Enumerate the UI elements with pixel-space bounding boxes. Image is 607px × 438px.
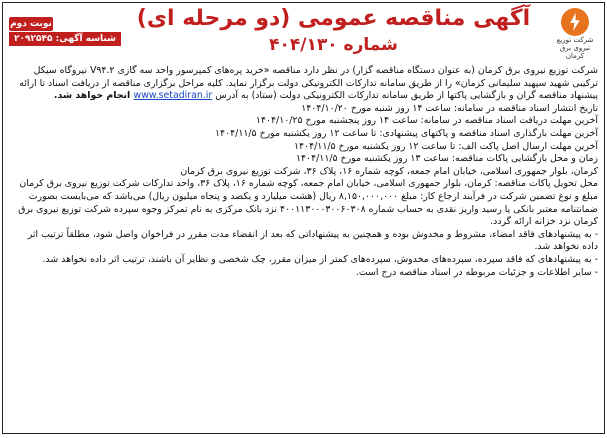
title-line-1: آگهی مناقصه عمومی (دو مرحله ای): [136, 6, 531, 31]
date-line: آخرین مهلت ارسال اصل پاکت الف: تا ساعت ۱۲ روز یکشنبه مورخ ۱۴۰۴/۱۱/۵: [293, 140, 598, 152]
ad-id-badge: شناسه آگهی: ۲۰۹۲۵۴۵: [9, 32, 121, 46]
delivery-location: محل تحویل پاکات مناقصه: کرمان، بلوار جمهوری اسلامی، خیابان امام جمعه، کوچه شماره ۱۶، پلاک ۳۶، واحد تدارکات شرکت توزیع نیروی برق کرمان: [19, 178, 598, 190]
setad-link[interactable]: www.setadiran.ir: [133, 90, 213, 102]
date-line: زمان و محل بازگشایی پاکات مناقصه: ساعت ۱۳ روز یکشنبه مورخ ۱۴۰۴/۱۱/۵: [295, 153, 598, 165]
note-item: - سایر اطلاعات و جزئیات مربوطه در اسناد مناقصه درج است.: [355, 266, 598, 278]
notice-title: [123, 5, 544, 57]
date-line: آخرین مهلت دریافت اسناد مناقصه در سامانه: ساعت ۱۴ روز پنجشنبه مورخ ۱۴۰۴/۱۰/۲۵: [255, 115, 598, 127]
intro-end-text: انجام خواهد شد.: [53, 90, 134, 102]
note-item: - به پیشنهادهای که فاقد سپرده، سپرده‌های مخدوش، سپرده‌های کمتر از میزان مقرر، چک شخصی و نظایر آن باشند، ترتیب اثر داده نخواهد شد.: [42, 253, 598, 265]
company-logo: [552, 8, 598, 60]
notice-badges: [9, 17, 121, 46]
guarantee-paragraph: مبلغ و نوع تضمین شرکت در فرآیند ارجاع کار: مبلغ ۸,۱۵۰,۰۰۰,۰۰۰ ریال (هشت میلیارد و یکصد و پنجاه میلیون ریال) می‌باشد که می‌بایست بصورت ضمانتنامه معتبر بانکی یا رسید واریز نقدی به حساب شماره ۴۰۰۱۱۳۰۰۰۳۰۰۶۰۳۰۸ نزد بانک مرکزی به نام تمرکز وجوه سپرده شرکت توزیع نیروی برق کرمان نزد خزانه ارائه گردد.: [18, 190, 598, 228]
date-line: تاریخ انتشار اسناد مناقصه در سامانه: ساعت ۱۴ روز شنبه مورخ ۱۴۰۴/۱۰/۲۰: [301, 102, 598, 114]
note-item: - به پیشنهادهای فاقد امضاء، مشروط و مخدوش بوده و همچنین به پیشنهاداتی که بعد از انقضاء مدت مقرر در فراخوان واصل شود، مطلقاً ترتیب اثر داده نخواهد شد.: [27, 228, 598, 253]
intro-paragraph: [9, 65, 598, 103]
address-line: کرمان، بلوار جمهوری اسلامی، خیابان امام جمعه، کوچه شماره ۱۶، پلاک ۳۶، شرکت توزیع نیروی برق کرمان: [180, 165, 598, 177]
notice-header: [3, 3, 604, 65]
lightning-icon: [561, 8, 589, 36]
tender-notice: [2, 2, 605, 434]
notice-body: [9, 65, 598, 429]
title-line-2: شماره ۴۰۴/۱۳۰: [269, 35, 398, 55]
logo-text: شرکت توزیع نیروی برق کرمان: [556, 36, 594, 60]
publication-turn-badge: نوبت دوم: [10, 19, 52, 29]
intro-text: شرکت توزیع نیروی برق کرمان (به عنوان دستگاه مناقصه گزار) در نظر دارد مناقصه «خرید پره‌های کمپرسور واحد سه گازی V۹۴.۲ نیروگاه سیکل ترکیبی شهید سپهبد سلیمانی کرمان» را از طریق سامانه تدارکات الکترونیکی دولت برگزار نماید. کلیه مراحل برگزاری مناقصه از دریافت اسناد تا ارائه پیشنهاد مناقصه گران و بازگشایی پاکتها از طریق سامانه تدارکات الکترونیکی دولت (ستاد) به آدرس: [19, 65, 598, 102]
date-line: آخرین مهلت بارگذاری اسناد مناقصه و پاکتهای پیشنهادی: تا ساعت ۱۲ روز یکشنبه مورخ ۱۴۰۴/۱۱/۵: [215, 127, 598, 139]
